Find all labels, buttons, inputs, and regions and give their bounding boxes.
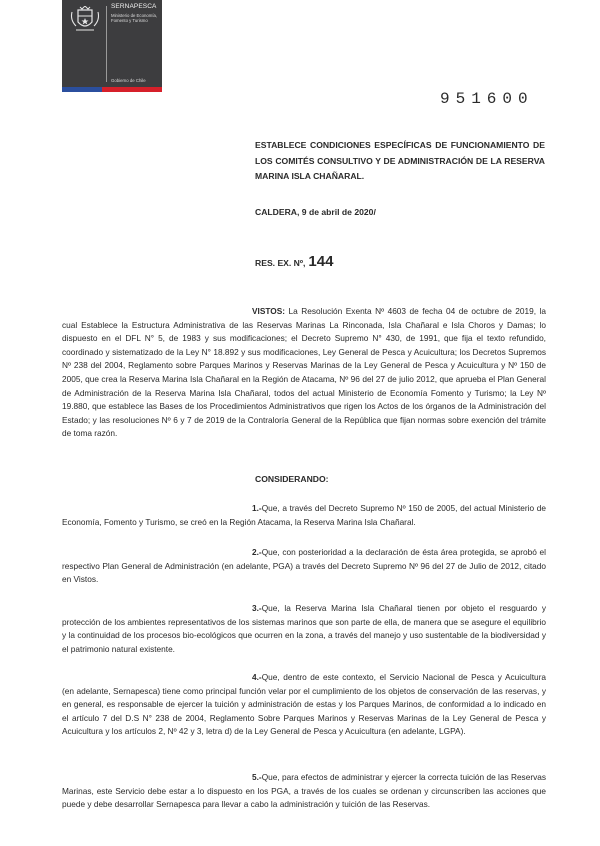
- considerando-item: [62, 602, 546, 656]
- document-number-stamp: 951600: [440, 90, 534, 108]
- item-number: 1.-: [252, 503, 262, 513]
- logo-government: Gobierno de Chile: [111, 78, 146, 83]
- item-text: Que, con posterioridad a la declaración de ésta área protegida, se aprobó el respectivo Plan General de Administración (en adelante, PGA) a través del Decreto Supremo Nº 96 del 27 de Julio de 2012, citado en Vistos.: [62, 547, 546, 585]
- resolution-number: [255, 253, 333, 270]
- item-text: Que, a través del Decreto Supremo Nº 150 de 2005, del actual Ministerio de Economía, Fomento y Turismo, se creó en la Región Atacama, la Reserva Marina Isla Chañaral.: [62, 503, 546, 527]
- logo-ministry: Ministerio de Economía, Fomento y Turismo: [111, 13, 158, 23]
- vistos-paragraph: [62, 305, 546, 441]
- item-text: Que, dentro de este contexto, el Servicio Nacional de Pesca y Acuicultura (en adelante, Sernapesca) tiene como principal función velar por el cumplimiento de los objetos de conservación de las reservas, y en general, es responsable de ejercer la tuición y administración de estas y los Parques Marinos, de conformidad a lo indicado en el artículo 7 del D.S N° 238 de 2004, Reglamento Sobre Parques Marinos y Reservas Marinas de la Ley General de Pesca y Acuicultura y los artículos 2, Nº 42 y 3, letra d) de la Ley General de Pesca y Acuicultura (en adelante, LGPA).: [62, 672, 546, 737]
- considerando-heading: CONSIDERANDO:: [255, 474, 329, 484]
- considerando-item: [62, 502, 546, 529]
- considerando-item: [62, 546, 546, 587]
- resolution-title: ESTABLECE CONDICIONES ESPECÍFICAS DE FUNCIONAMIENTO DE LOS COMITÉS CONSULTIVO Y DE ADMINISTRACIÓN DE LA RESERVA MARINA ISLA CHAÑARAL.: [255, 140, 545, 181]
- considerando-item: [62, 771, 546, 812]
- item-number: 2.-: [252, 547, 262, 557]
- item-text: Que, para efectos de administrar y ejercer la correcta tuición de las Reservas Marinas, este Servicio debe estar a lo dispuesto en los PGA, a través de los cuales se ordenan y circunscriben las acciones que puede y debe desarrollar Sernapesca para llevar a cabo la administración y tuición de las Reservas.: [62, 772, 546, 810]
- resolution-label: RES. EX. Nº,: [255, 258, 306, 268]
- considerando-item: [62, 671, 546, 739]
- sernapesca-logo: [62, 0, 162, 92]
- logo-flag-bar: [62, 87, 162, 92]
- vistos-label: VISTOS:: [252, 306, 286, 316]
- item-number: 4.-: [252, 672, 262, 682]
- logo-divider: [106, 6, 107, 82]
- resolution-number-value: 144: [308, 253, 334, 270]
- chile-coat-of-arms-icon: [68, 6, 102, 34]
- item-number: 3.-: [252, 603, 262, 613]
- item-text: Que, la Reserva Marina Isla Chañaral tienen por objeto el resguardo y protección de los ambientes representativos de los sistemas marinos que son parte de ella, de manera que se asegure el equilibrio y la continuidad de los procesos bio-ecológicos que ocurren en la zona, a través del manejo y uso sustentable de la biodiversidad y el patrimonio natural existente.: [62, 603, 546, 654]
- place-date: CALDERA, 9 de abril de 2020/: [255, 207, 376, 217]
- vistos-text: La Resolución Exenta Nº 4603 de fecha 04 de octubre de 2019, la cual Establece la Estructura Administrativa de las Reservas Marinas La Rinconada, Isla Chañaral e Isla Choros y Damas; lo dispuesto en el DFL N° 5, de 1983 y sus modificaciones; el Decreto Supremo N° 430, de 1991, que fija el texto refundido, coordinado y sistematizado de la Ley N° 18.892 y sus modificaciones, Ley General de Pesca y Acuicultura; los Decretos Supremos Nº 238 del 2004, Reglamento sobre Parques Marinos y Reservas Marinas de la Ley General de Pesca y Acuicultura y Nº 150 de 2005, que crea la Reserva Marina Isla Chañaral en la Región de Atacama, Nº 96 del 27 de julio 2012, que aprueba el Plan General de Administración de la Reserva Marina Isla Chañaral, todos del actual Ministerio de Economía Fomento y Turismo; la Ley Nº 19.880, que establece las Bases de los Procedimientos Administrativos que rigen los Actos de los órganos de la Administración del Estado; y las resoluciones Nº 6 y 7 de 2019 de la Contraloría General de la República que fijan normas sobre exención del trámite de toma razón.: [62, 306, 546, 439]
- logo-org-name: SERNAPESCA: [111, 3, 157, 10]
- item-number: 5.-: [252, 772, 262, 782]
